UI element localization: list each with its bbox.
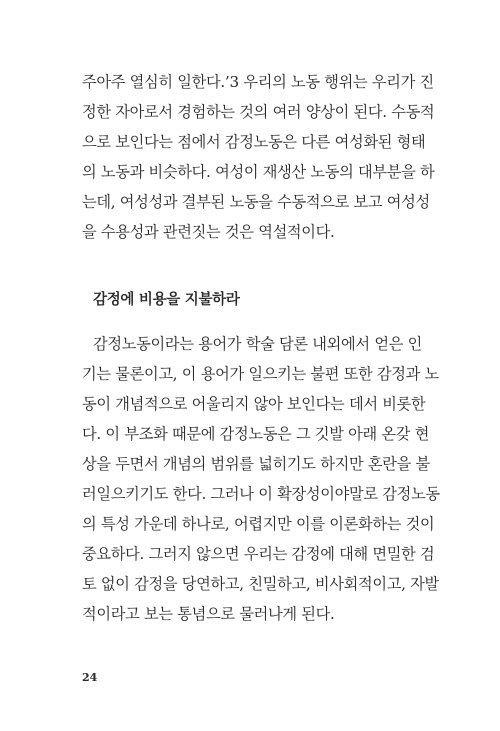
paragraph-2-line: 중요하다. 그러지 않으면 우리는 감정에 대해 면밀한 검 <box>82 545 435 563</box>
paragraph-1-line: 주아주 열심히 일한다.’3 우리의 노동 행위는 우리가 진 <box>82 73 434 91</box>
paragraph-1-line: 의 노동과 비슷하다. 여성이 재생산 노동의 대부분을 하 <box>82 163 435 181</box>
paragraph-1-line: 으로 보인다는 점에서 감정노동은 다른 여성화된 형태 <box>82 133 426 151</box>
paragraph-1-line: 정한 자아로서 경험하는 것의 여러 양상이 된다. 수동적 <box>82 103 435 121</box>
paragraph-1-line: 을 수용성과 관련짓는 것은 역설적이다. <box>82 223 335 241</box>
paragraph-2-line: 의 특성 가운데 하나로, 어렵지만 이를 이론화하는 것이 <box>82 515 435 533</box>
paragraph-2-line: 감정노동이라는 용어가 학술 담론 내외에서 얻은 인 <box>93 335 422 353</box>
paragraph-2-line: 러일으키기도 한다. 그러나 이 확장성이야말로 감정노동 <box>82 485 440 503</box>
paragraph-1-line: 는데, 여성성과 결부된 노동을 수동적으로 보고 여성성 <box>82 193 430 211</box>
paragraph-2-line: 토 없이 감정을 당연하고, 친밀하고, 비사회적이고, 자발 <box>82 575 439 593</box>
section-heading: 감정에 비용을 지불하라 <box>93 292 240 308</box>
paragraph-2-line: 동이 개념적으로 어울리지 않아 보인다는 데서 비롯한 <box>82 395 426 413</box>
page-number: 24 <box>82 671 98 684</box>
paragraph-2-line: 상을 두면서 개념의 범위를 넓히기도 하지만 혼란을 불 <box>82 455 430 473</box>
paragraph-2-line: 적이라고 보는 통념으로 물러나게 된다. <box>82 605 335 623</box>
paragraph-2-line: 다. 이 부조화 때문에 감정노동은 그 깃발 아래 온갖 현 <box>82 425 430 443</box>
paragraph-2-line: 기는 물론이고, 이 용어가 일으키는 불편 또한 감정과 노 <box>82 365 439 383</box>
